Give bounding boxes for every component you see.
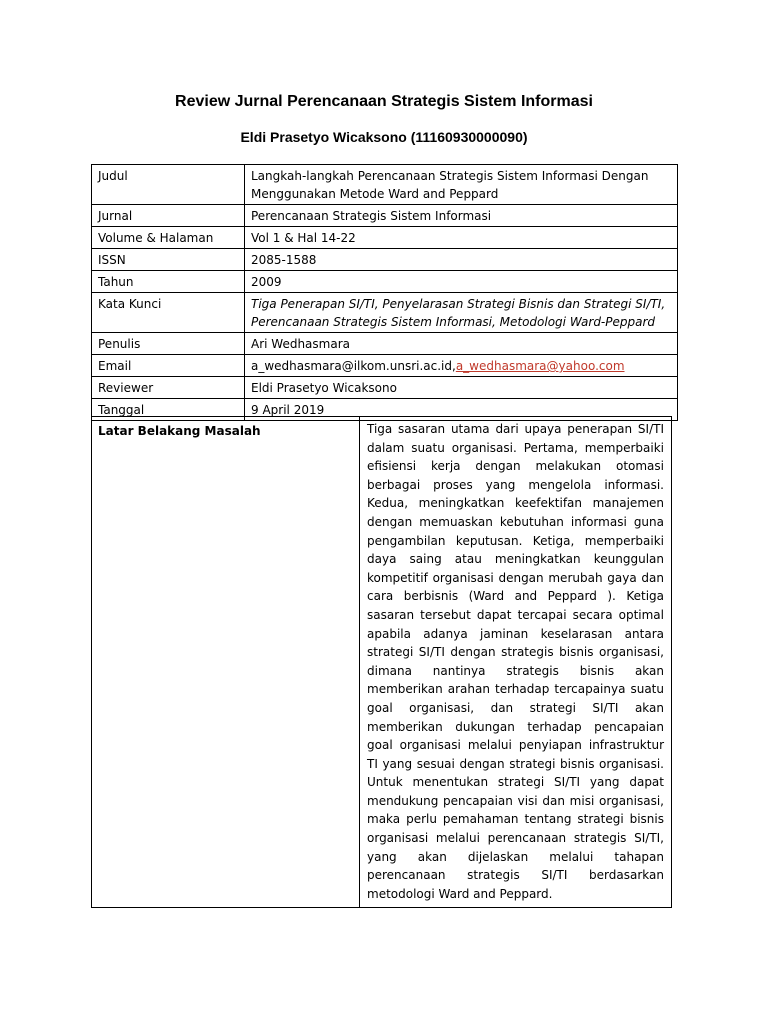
document-author: Eldi Prasetyo Wicaksono (11160930000090) xyxy=(240,129,528,145)
email-value xyxy=(245,355,678,377)
penulis-label: Penulis xyxy=(92,333,245,355)
table-row xyxy=(92,227,678,249)
email-primary: a_wedhasmara@ilkom.unsri.ac.id, xyxy=(251,359,456,373)
issn-value: 2085-1588 xyxy=(245,249,678,271)
table-row xyxy=(92,293,678,333)
jurnal-value: Perencanaan Strategis Sistem Informasi xyxy=(245,205,678,227)
jurnal-label: Jurnal xyxy=(92,205,245,227)
table-row xyxy=(92,355,678,377)
background-table xyxy=(91,416,672,908)
tanggal-value: 9 April 2019 xyxy=(245,399,678,421)
judul-value: Langkah-langkah Perencanaan Strategis Sistem Informasi Dengan Menggunakan Metode Ward and Peppard xyxy=(245,165,678,205)
kata-kunci-value: Tiga Penerapan SI/TI, Penyelarasan Strategi Bisnis dan Strategi SI/TI, Perencanaan Strategis Sistem Informasi, Metodologi Ward-Peppard xyxy=(245,293,678,333)
journal-info-table xyxy=(91,164,678,421)
table-row xyxy=(92,165,678,205)
reviewer-label: Reviewer xyxy=(92,377,245,399)
background-text: Tiga sasaran utama dari upaya penerapan SI/TI dalam suatu organisasi. Pertama, memperbaiki efisiensi kerja dengan melakukan otomasi berbagai proses yang mengelola informasi. Kedua, meningkatkan keefektifan manajemen dengan memuaskan kebutuhan informasi guna pengambilan keputusan. Ketiga, memperbaiki daya saing atau meningkatkan keunggulan kompetitif organisasi dengan merubah gaya dan cara berbisnis (Ward and Peppard ). Ketiga sasaran tersebut dapat tercapai secara optimal apabila adanya jaminan keselarasan antara strategi SI/TI dengan strategis bisnis organisasi, dimana nantinya strategis bisnis akan memberikan arahan terhadap tercapainya suatu goal organisasi, dan strategi SI/TI akan memberikan dukungan terhadap pencapaian goal organisasi melalui penyiapan infrastruktur TI yang sesuai dengan strategi bisnis organisasi. Untuk menentukan strategi SI/TI yang dapat mendukung pencapaian visi dan misi organisasi, maka perlu pemahaman tentang strategi bisnis organisasi melalui perencanaan strategis SI/TI, yang akan dijelaskan melalui tahapan perencanaan strategis SI/TI berdasarkan metodologi Ward and Peppard. xyxy=(360,417,672,908)
tanggal-label: Tanggal xyxy=(92,399,245,421)
penulis-value: Ari Wedhasmara xyxy=(245,333,678,355)
background-label: Latar Belakang Masalah xyxy=(92,417,360,908)
issn-label: ISSN xyxy=(92,249,245,271)
table-row xyxy=(92,333,678,355)
volume-value: Vol 1 & Hal 14-22 xyxy=(245,227,678,249)
tahun-label: Tahun xyxy=(92,271,245,293)
table-row xyxy=(92,271,678,293)
table-row xyxy=(92,205,678,227)
table-row xyxy=(92,377,678,399)
email-link[interactable]: a_wedhasmara@yahoo.com xyxy=(455,359,625,373)
table-row xyxy=(92,417,672,908)
tahun-value: 2009 xyxy=(245,271,678,293)
volume-label: Volume & Halaman xyxy=(92,227,245,249)
table-row xyxy=(92,249,678,271)
email-label: Email xyxy=(92,355,245,377)
document-title: Review Jurnal Perencanaan Strategis Sistem Informasi xyxy=(175,93,593,110)
kata-kunci-label: Kata Kunci xyxy=(92,293,245,333)
reviewer-value: Eldi Prasetyo Wicaksono xyxy=(245,377,678,399)
judul-label: Judul xyxy=(92,165,245,205)
